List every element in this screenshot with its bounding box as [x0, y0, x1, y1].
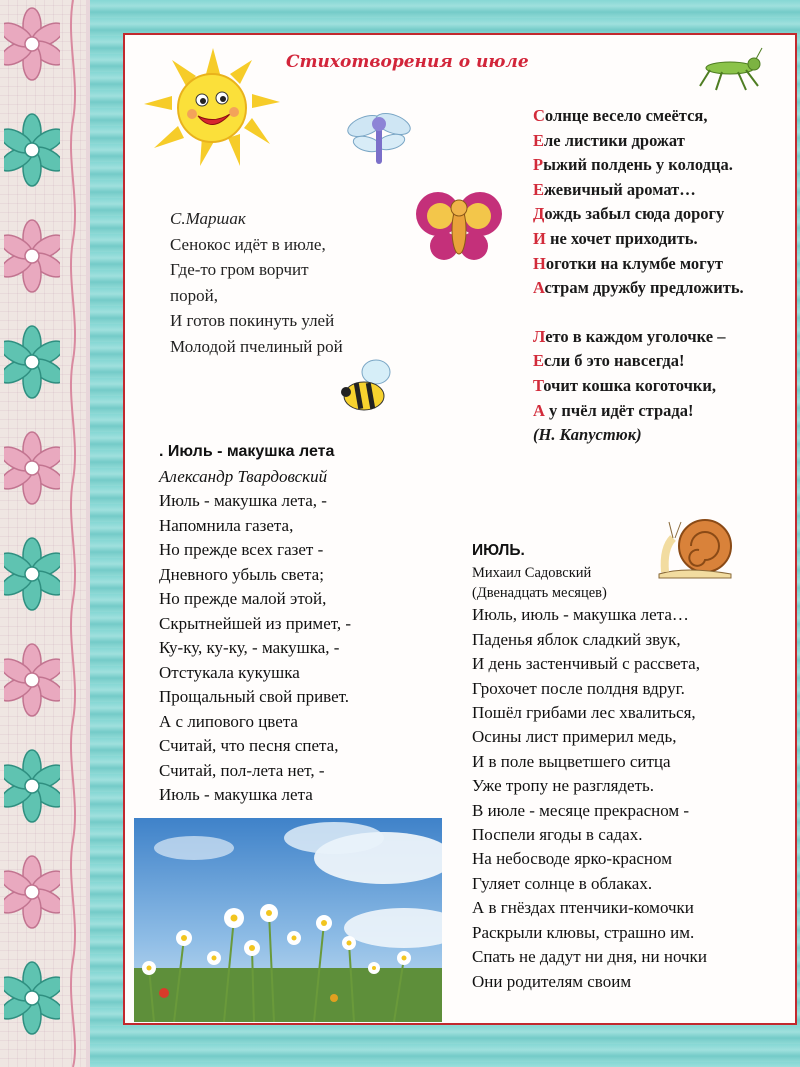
poem-line: Молодой пчелиный рой [170, 336, 343, 356]
acrostic-line [533, 153, 744, 178]
acrostic-line [533, 374, 744, 399]
poem-line: Считай, что песня спета, [159, 736, 339, 755]
acrostic-letter: Е [533, 130, 545, 150]
poem-line: Гуляет солнце в облаках. [472, 873, 653, 893]
poem-tvardovsky [159, 440, 351, 808]
acrostic-line [533, 104, 744, 129]
poem-line: Они родителям своим [472, 971, 632, 991]
acrostic-text: ето в каждом уголочке – [545, 326, 726, 346]
poem-marshak [170, 206, 343, 359]
acrostic-line [533, 349, 744, 374]
dragonfly-icon [343, 108, 413, 168]
poem-line: На небосводе ярко-красном [472, 849, 672, 869]
poem-author: Александр Твардовский [159, 466, 328, 486]
poem-signature: (Н. Капустюк) [533, 425, 642, 445]
acrostic-letter: Д [533, 204, 545, 224]
poem-line: Осины лист примерил медь, [472, 727, 677, 747]
poem-line: Но прежде малой этой, [159, 589, 327, 608]
acrostic-letter: Е [533, 179, 545, 199]
acrostic-letter: Т [533, 375, 544, 395]
acrostic-text: ождь забыл сюда дорогу [544, 204, 725, 224]
acrostic-line [533, 178, 744, 203]
grasshopper-icon [694, 46, 764, 94]
pink-flower-icon [4, 4, 60, 86]
acrostic-line [533, 399, 744, 424]
acrostic-text: олнце весело смеётся, [544, 106, 708, 125]
poem-line: В июле - месяце прекрасном - [472, 800, 690, 820]
poem-line: А в гнёздах птенчики-комочки [472, 898, 694, 918]
acrostic-letter: Л [533, 326, 546, 346]
poem-line: Напомнила газета, [159, 515, 294, 535]
vine-decoration [64, 0, 82, 1067]
acrostic-letter: И [533, 228, 546, 248]
poem-line: Считай, пол-лета нет, - [159, 760, 325, 780]
poem-title: ИЮЛЬ. [472, 542, 525, 559]
teal-flower-icon [4, 746, 60, 828]
acrostic-text: у пчёл идёт страда! [544, 400, 694, 420]
poem-line: А с липового цвета [159, 711, 298, 731]
acrostic-letter: А [533, 400, 545, 420]
poem-line: Уже тропу не разглядеть. [472, 776, 655, 796]
poem-line: И в поле выцветшего ситца [472, 751, 671, 771]
teal-flower-icon [4, 958, 60, 1040]
poem-kapustyuk [533, 104, 744, 448]
pink-flower-icon [4, 852, 60, 934]
poem-line: Сенокос идёт в июле, [170, 234, 326, 254]
poem-line: Грохочет после полдня вдруг. [472, 678, 685, 698]
poem-line: Скрытнейшей из примет, - [159, 613, 352, 633]
acrostic-letter: Н [533, 253, 546, 273]
pink-flower-icon [4, 216, 60, 298]
teal-flower-icon [4, 534, 60, 616]
acrostic-letter: А [533, 278, 545, 298]
poem-line: Июль - макушка лета [159, 785, 313, 804]
poem-line: Прощальный свой привет. [159, 687, 350, 706]
acrostic-line [533, 227, 744, 252]
pink-flower-icon [4, 640, 60, 722]
poem-author: С.Маршак [170, 209, 246, 228]
pink-flower-icon [4, 428, 60, 510]
poem-line: И готов покинуть улей [170, 311, 335, 330]
poem-line: Отстукала кукушка [159, 662, 300, 682]
acrostic-line [533, 325, 744, 350]
teal-flower-icon [4, 322, 60, 404]
page-title: Стихотворения о июле [286, 52, 529, 72]
poem-sadovsky [472, 539, 707, 994]
acrostic-text: сли б это навсегда! [544, 351, 685, 371]
acrostic-line [533, 252, 744, 277]
sun-icon [140, 44, 286, 170]
poem-author: Михаил Садовский [472, 565, 592, 582]
poem-subtitle: (Двенадцать месяцев) [472, 585, 607, 602]
poem-line: Где-то гром ворчит [170, 260, 309, 279]
acrostic-line [533, 202, 744, 227]
acrostic-letter: Е [533, 351, 545, 371]
poem-line: Раскрыли клювы, страшно им. [472, 922, 695, 942]
acrostic-text: страм дружбу предложить. [544, 278, 744, 298]
acrostic-line [533, 129, 744, 154]
acrostic-letter: Р [533, 155, 544, 175]
poem-line: Июль, июль - макушка лета… [472, 605, 689, 625]
acrostic-text: жевичный аромат… [544, 179, 696, 199]
poem-line: Паденья яблок сладкий звук, [472, 629, 681, 649]
acrostic-text: не хочет приходить. [545, 228, 698, 248]
acrostic-text: ыжий полдень у колодца. [543, 155, 733, 175]
poem-line: Ку-ку, ку-ку, - макушка, - [159, 638, 340, 657]
acrostic-text: оготки на клумбе могут [545, 253, 723, 273]
strip-edge [86, 0, 90, 1067]
daisy-field-photo [134, 818, 442, 1022]
poem-line: Поспели ягоды в садах. [472, 825, 643, 845]
bee-icon [336, 356, 398, 418]
butterfly-icon [414, 186, 504, 266]
teal-flower-icon [4, 110, 60, 192]
stanza-gap [533, 301, 744, 325]
poem-title: . Июль - макушка лета [159, 443, 335, 460]
poem-line: Но прежде всех газет - [159, 540, 324, 559]
poem-line: Дневного убыль света; [159, 564, 324, 584]
acrostic-text: ле листики дрожат [544, 130, 685, 150]
acrostic-text: очит кошка коготочки, [543, 375, 717, 395]
acrostic-line [533, 276, 744, 301]
acrostic-letter: С [533, 106, 545, 125]
poem-line: Июль - макушка лета, - [159, 491, 327, 510]
poem-line: И день застенчивый с рассвета, [472, 654, 700, 674]
poem-line: порой, [170, 285, 218, 305]
poem-line: Пошёл грибами лес хвалиться, [472, 703, 696, 723]
poem-line: Спать не дадут ни дня, ни ночки [472, 947, 707, 967]
